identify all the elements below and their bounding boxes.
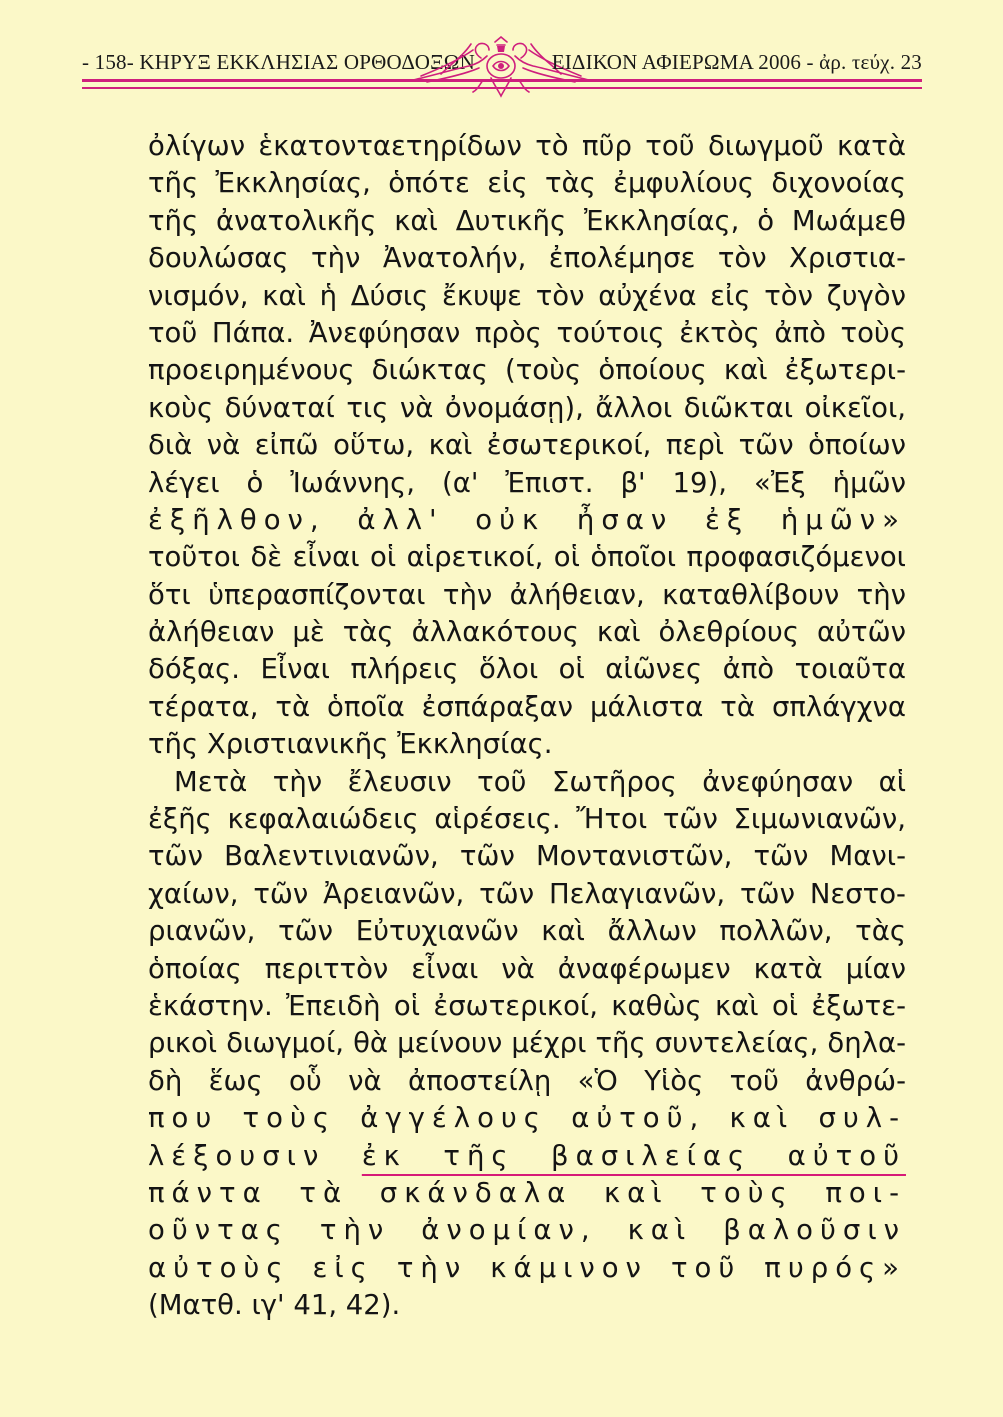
text-line: ὁποίας περιττὸν εἶναι νὰ ἀναφέρωμεν κατὰ μίαν bbox=[148, 952, 906, 985]
citation-line: (Ματθ. ιγ' 41, 42). bbox=[148, 1289, 401, 1322]
spaced-quote-line: πάντα τὰ σκάνδαλα καὶ τοὺς ποι- bbox=[148, 1176, 906, 1209]
text-line: τοῦτοι δὲ εἶναι οἱ αἱρετικοί, οἱ ὁποῖοι προφασιζόμενοι bbox=[148, 541, 906, 574]
text-line: ρικοὶ διωγμοί, θὰ μείνουν μέχρι τῆς συντελείας, δηλα- bbox=[148, 1027, 906, 1060]
text-line: ὅτι ὑπερασπίζονται τὴν ἀλήθειαν, καταθλίβουν τὴν bbox=[148, 578, 906, 611]
text-line: τῆς ἀνατολικῆς καὶ Δυτικῆς Ἐκκλησίας, ὁ Μωάμεθ bbox=[148, 204, 906, 237]
highlighted-phrase: ἐκ τῆς βασιλείας αὐτοῦ bbox=[361, 1139, 906, 1172]
highlighted-quote-line bbox=[148, 1138, 906, 1175]
quote-prefix: λέξουσιν bbox=[148, 1139, 362, 1172]
paragraph-start-line: Μετὰ τὴν ἔλευσιν τοῦ Σωτῆρος ἀνεφύησαν αἱ bbox=[174, 765, 906, 798]
text-line: τῆς Ἐκκλησίας, ὁπότε εἰς τὰς ἐμφυλίους διχονοίας bbox=[148, 167, 906, 200]
text-line: ἀλήθειαν μὲ τὰς ἀλλακότους καὶ ὀλεθρίους αὐτῶν bbox=[148, 616, 906, 649]
body-text bbox=[148, 128, 906, 1325]
header-left-text: - 158- ΚΗΡΥΞ ΕΚΚΛΗΣΙΑΣ ΟΡΘΟΔΟΞΩΝ bbox=[82, 50, 475, 74]
text-line: ἑκάστην. Ἐπειδὴ οἱ ἐσωτερικοί, καθὼς καὶ οἱ ἐξωτε- bbox=[148, 989, 906, 1022]
paragraph-end-line: τῆς Χριστιανικῆς Ἐκκλησίας. bbox=[148, 728, 553, 761]
header-rule-top bbox=[82, 79, 922, 82]
text-line: ὀλίγων ἑκατονταετηρίδων τὸ πῦρ τοῦ διωγμοῦ κατὰ bbox=[148, 130, 906, 162]
spaced-quote-line: οῦντας τὴν ἀνομίαν, καὶ βαλοῦσιν bbox=[148, 1214, 906, 1247]
text-line: χαίων, τῶν Ἀρειανῶν, τῶν Πελαγιανῶν, τῶν Νεστο- bbox=[148, 877, 906, 910]
text-line: νισμόν, καὶ ἡ Δύσις ἔκυψε τὸν αὐχένα εἰς τὸν ζυγὸν bbox=[148, 279, 906, 312]
spaced-quote-line: αὐτοὺς εἰς τὴν κάμινον τοῦ πυρός» bbox=[148, 1251, 906, 1284]
text-line: διὰ νὰ εἰπῶ οὕτω, καὶ ἐσωτερικοί, περὶ τῶν ὁποίων bbox=[148, 429, 906, 462]
spaced-quote-line: ἐξῆλθον, ἀλλ' οὐκ ἦσαν ἐξ ἡμῶν» bbox=[148, 503, 906, 536]
header-right-text: ΕΙΔΙΚΟΝ ΑΦΙΕΡΩΜΑ 2006 - ἀρ. τεύχ. 23 bbox=[551, 50, 922, 74]
text-line: τῶν Βαλεντινιανῶν, τῶν Μοντανιστῶν, τῶν Μανι- bbox=[148, 840, 906, 873]
text-line: ριανῶν, τῶν Εὐτυχιανῶν καὶ ἄλλων πολλῶν, τὰς bbox=[148, 915, 906, 948]
header-rule-bottom bbox=[82, 87, 922, 89]
text-line: ἐξῆς κεφαλαιώδεις αἱρέσεις. Ἤτοι τῶν Σιμωνιανῶν, bbox=[148, 803, 906, 836]
text-line: τοῦ Πάπα. Ἀνεφύησαν πρὸς τούτοις ἐκτὸς ἀπὸ τοὺς bbox=[148, 316, 906, 349]
text-line: κοὺς δύναταί τις νὰ ὀνομάσῃ), ἄλλοι διῶκται οἰκεῖοι, bbox=[148, 391, 906, 424]
text-line: προειρημένους διώκτας (τοὺς ὁποίους καὶ ἐξωτερι- bbox=[148, 354, 906, 387]
spaced-quote-line: που τοὺς ἀγγέλους αὐτοῦ, καὶ συλ- bbox=[148, 1102, 906, 1135]
text-line: δόξας. Εἶναι πλήρεις ὅλοι οἱ αἰῶνες ἀπὸ τοιαῦτα bbox=[148, 653, 906, 686]
text-line: δὴ ἕως οὗ νὰ ἀποστείλῃ «Ὁ Υἱὸς τοῦ ἀνθρώ- bbox=[148, 1064, 906, 1097]
text-line: λέγει ὁ Ἰωάννης, (α' Ἐπιστ. β' 19), «Ἐξ ἡμῶν bbox=[148, 466, 906, 499]
text-line: δουλώσας τὴν Ἀνατολήν, ἐπολέμησε τὸν Χριστια- bbox=[148, 242, 906, 275]
text-line: τέρατα, τὰ ὁποῖα ἐσπάραξαν μάλιστα τὰ σπλάγχνα bbox=[148, 690, 906, 723]
